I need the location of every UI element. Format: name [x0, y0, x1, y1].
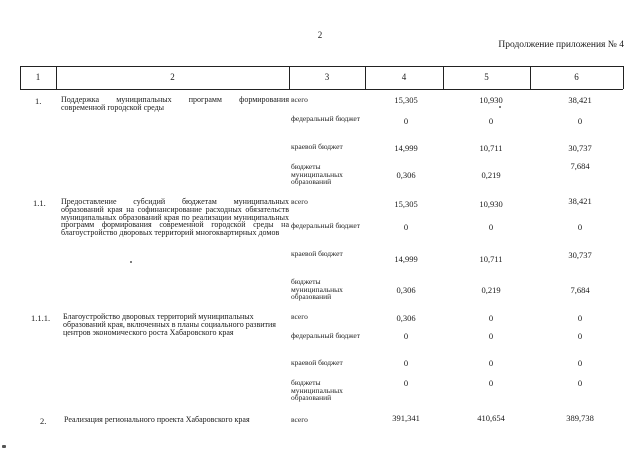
row-name: Поддержка муниципальных программ формирования современной городской среды [61, 95, 289, 112]
funding-source: федеральный бюджет [291, 331, 361, 340]
value-col6: 0 [577, 222, 583, 232]
value-col4: 14,999 [394, 143, 418, 153]
column-header-2: 2 [170, 72, 175, 82]
value-col5: 10,711 [479, 254, 503, 264]
scan-speck [499, 106, 501, 108]
funding-source: федеральный бюджет [291, 114, 361, 123]
funding-source: краевой бюджет [291, 249, 343, 258]
value-col4: 0 [403, 222, 409, 232]
row-number: 1.1.1. [31, 313, 51, 323]
value-col4: 15,305 [394, 199, 418, 209]
table-top-border [20, 66, 623, 67]
value-col5: 0 [488, 331, 494, 341]
page-number: 2 [317, 30, 323, 40]
value-col6: 30,737 [568, 250, 592, 260]
value-col6: 0 [577, 313, 583, 323]
value-col4: 15,305 [394, 95, 418, 105]
value-col5: 0,219 [481, 170, 501, 180]
value-col5: 0 [488, 378, 494, 388]
value-col4: 0,306 [396, 285, 416, 295]
scan-speck [130, 261, 132, 263]
value-col6: 7,684 [570, 161, 590, 171]
value-col4: 0 [403, 358, 409, 368]
value-col5: 0 [488, 222, 494, 232]
funding-source: всего [291, 415, 308, 424]
value-col5: 410,654 [477, 413, 505, 423]
column-header-5: 5 [484, 72, 489, 82]
column-divider [623, 66, 624, 89]
value-col6: 0 [577, 378, 583, 388]
value-col6: 0 [577, 358, 583, 368]
value-col4: 14,999 [394, 254, 418, 264]
value-col4: 0 [403, 116, 409, 126]
funding-source: всего [291, 197, 308, 206]
funding-source: всего [291, 95, 308, 104]
value-col5: 0 [488, 116, 494, 126]
value-col5: 0 [488, 313, 494, 323]
value-col5: 10,711 [479, 143, 503, 153]
funding-source: всего [291, 312, 308, 321]
value-col5: 0,219 [481, 285, 501, 295]
row-name: Благоустройство дворовых территорий муниципальных образований края, включенных в планы социального развития центров экономического роста Хабаровского края [63, 312, 276, 337]
funding-source: краевой бюджет [291, 142, 343, 151]
value-col6: 0 [577, 331, 583, 341]
value-col4: 0,306 [396, 313, 416, 323]
value-col5: 0 [488, 358, 494, 368]
column-header-3: 3 [324, 72, 330, 82]
funding-source: краевой бюджет [291, 358, 343, 367]
value-col6: 389,738 [566, 413, 594, 423]
value-col6: 30,737 [568, 143, 592, 153]
value-col6: 7,684 [570, 285, 590, 295]
row-number: 1. [35, 96, 42, 106]
value-col4: 0,306 [396, 170, 416, 180]
value-col5: 10,930 [479, 199, 503, 209]
value-col6: 38,421 [568, 95, 592, 105]
value-col4: 391,341 [392, 413, 420, 423]
row-number: 2. [40, 416, 47, 426]
funding-source: бюджеты муниципальных образований [291, 378, 343, 403]
row-number: 1.1. [33, 198, 46, 208]
value-col4: 0 [403, 378, 409, 388]
funding-source: бюджеты муниципальных образований [291, 277, 343, 302]
header-bottom-border [20, 89, 623, 90]
row-name: Реализация регионального проекта Хабаровского края [64, 415, 250, 424]
continuation-label: Продолжение приложения № 4 [498, 40, 624, 50]
column-header-6: 6 [574, 72, 579, 82]
column-header-1: 1 [35, 72, 41, 82]
row-name: Предоставление субсидий бюджетам муниципальных образований края на софинансирование расходных обязательств муниципальных образований края по реализации муниципальных программ формирования современной городской среды на благоустройство дворовых территорий многоквартирных домов [61, 197, 289, 238]
value-col5: 10,930 [479, 95, 503, 105]
value-col4: 0 [403, 331, 409, 341]
value-col6: 38,421 [568, 196, 592, 206]
value-col6: 0 [577, 116, 583, 126]
column-header-4: 4 [401, 72, 407, 82]
funding-source: федеральный бюджет [291, 221, 361, 230]
funding-source: бюджеты муниципальных образований [291, 162, 343, 187]
scan-speck [2, 445, 6, 448]
